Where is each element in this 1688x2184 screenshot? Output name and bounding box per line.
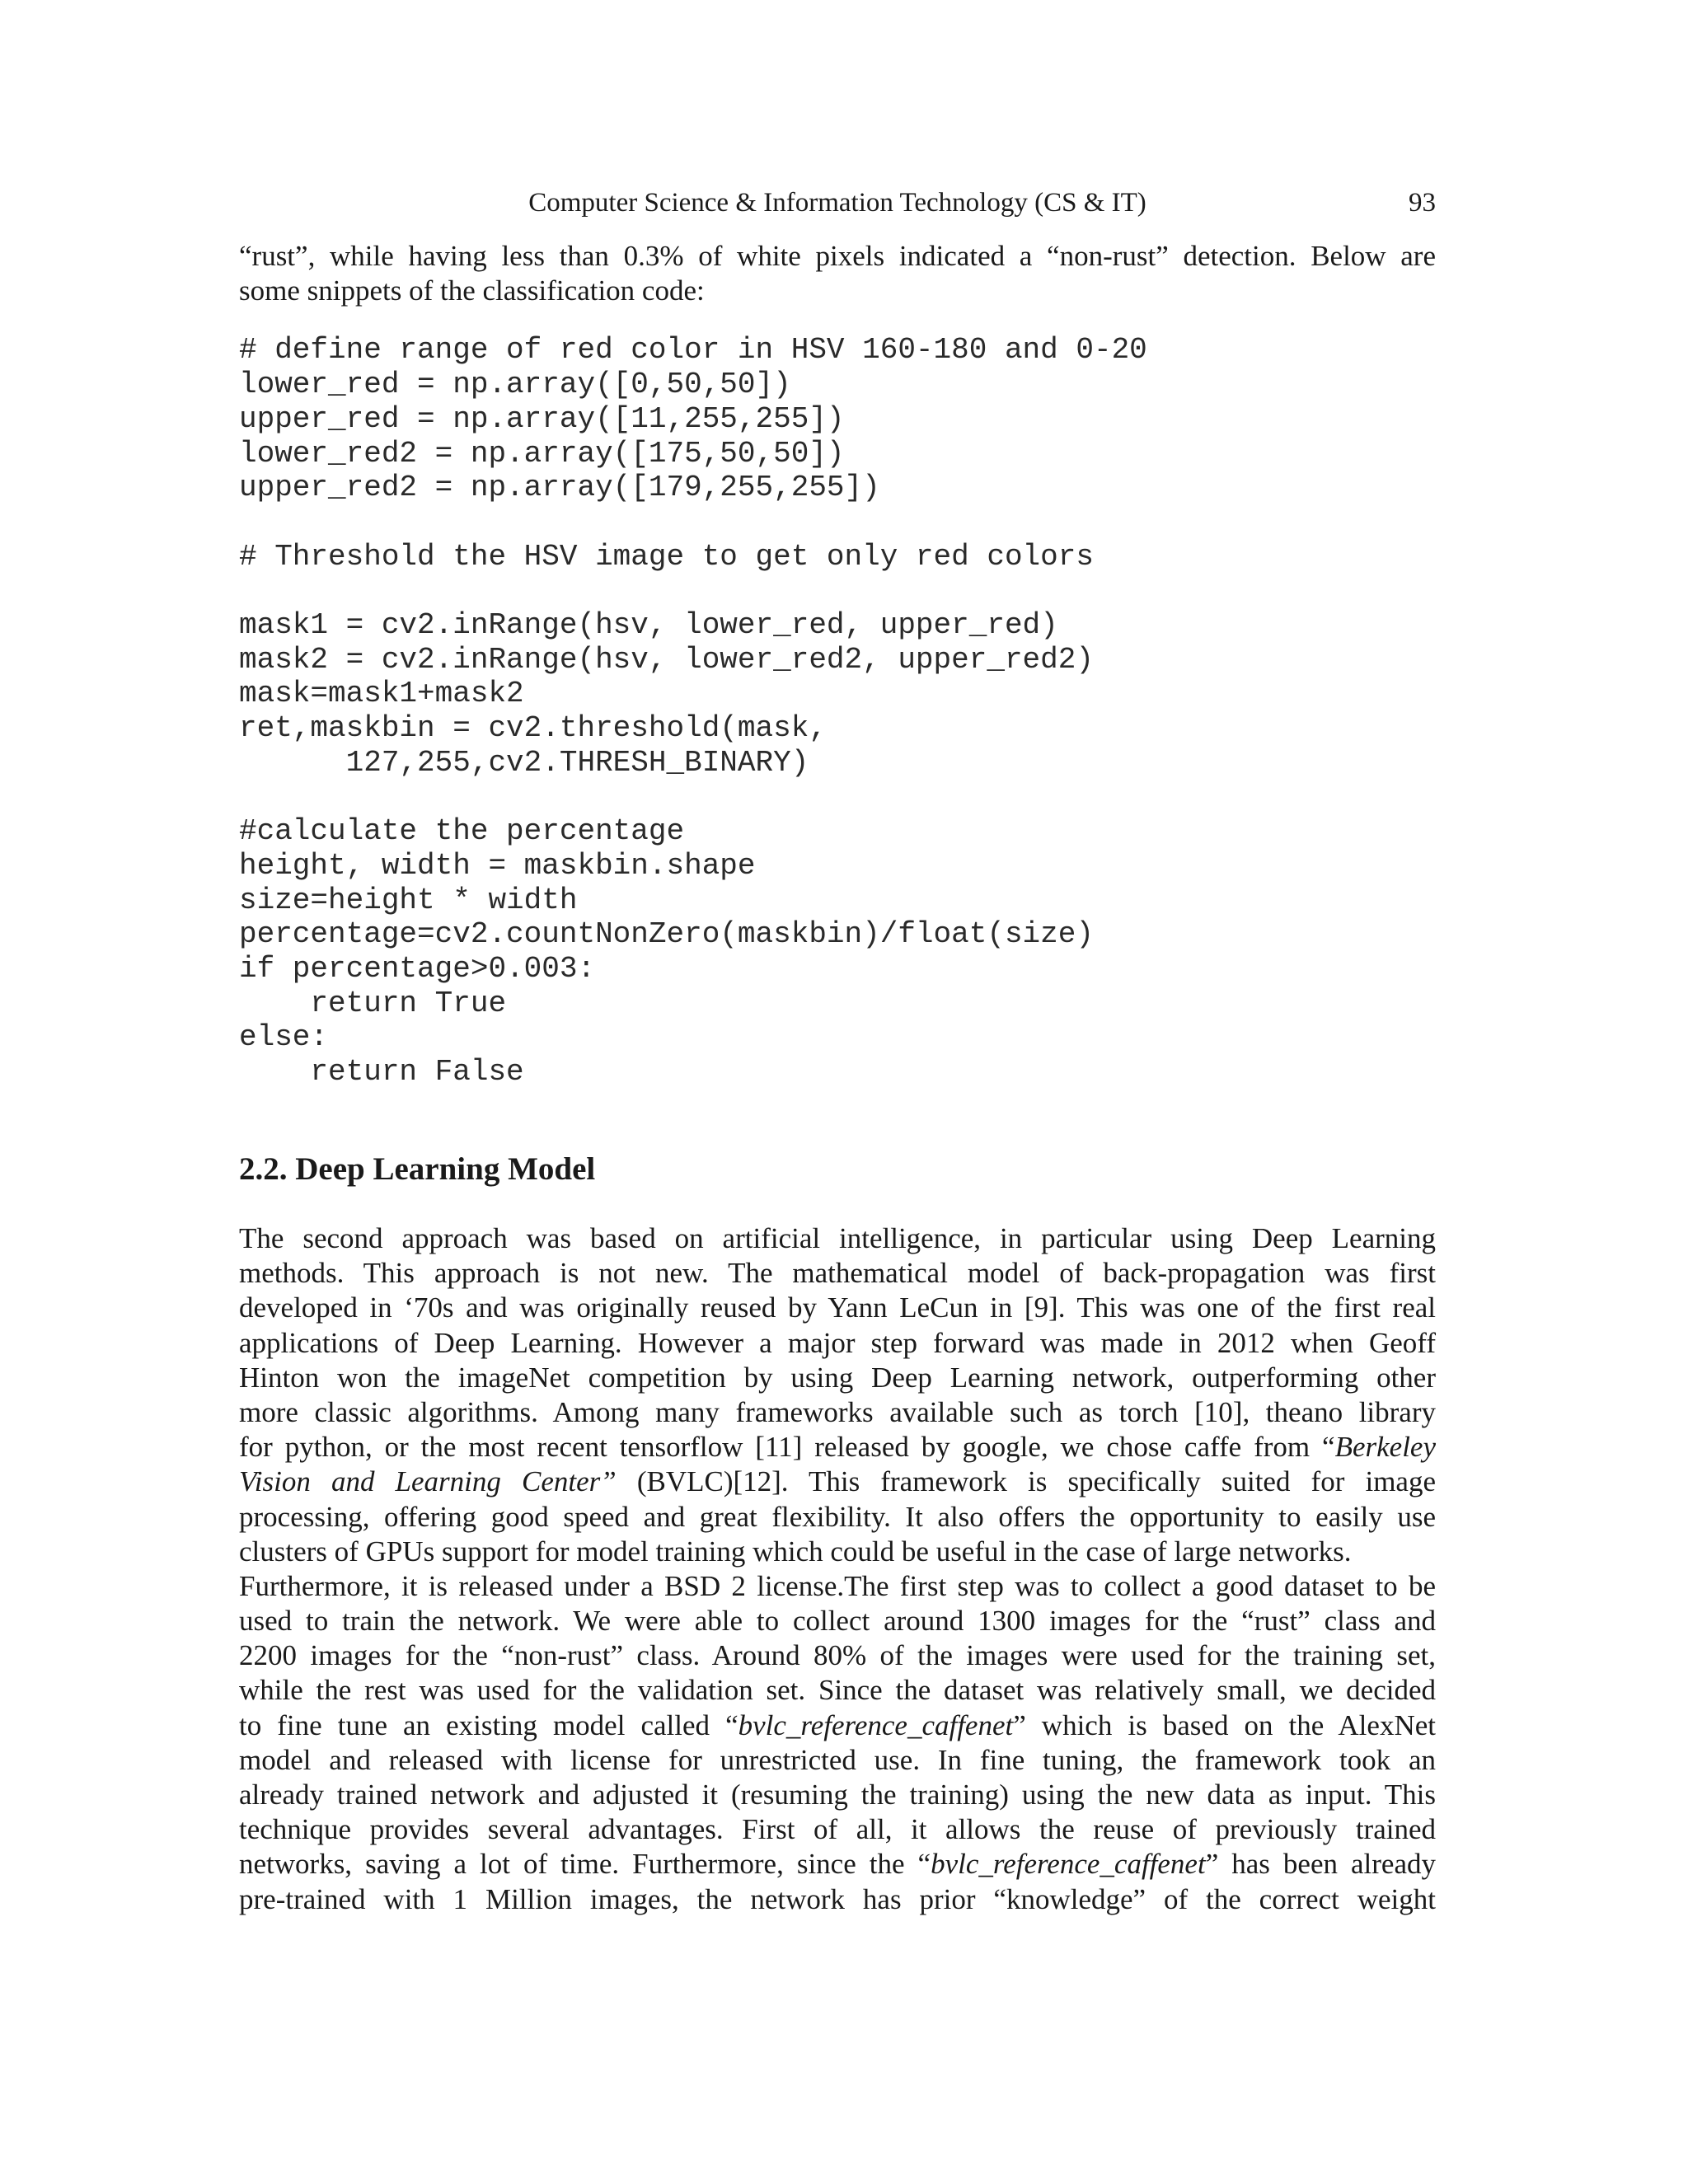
code-line: else:: [239, 1020, 329, 1055]
code-line: mask=mask1+mask2: [239, 677, 524, 711]
text-line: [239, 1465, 1436, 1499]
code-line: height, width = maskbin.shape: [239, 848, 756, 883]
code-line: 127,255,cv2.THRESH_BINARY): [239, 745, 809, 780]
code-line: mask1 = cv2.inRange(hsv, lower_red, upper_red): [239, 608, 1058, 642]
italic-text: Berkeley: [1334, 1431, 1436, 1464]
code-line-blank: [239, 574, 1436, 608]
code-line: mask2 = cv2.inRange(hsv, lower_red2, upper_red2): [239, 642, 1094, 677]
text-segment: ” has been already: [1205, 1848, 1436, 1881]
text-line: Furthermore, it is released under a BSD 2 license.The first step was to collect a good dataset to be: [239, 1569, 1436, 1602]
running-title: Computer Science & Information Technology (CS & IT): [528, 188, 1146, 218]
code-line: size=height * width: [239, 883, 578, 917]
italic-text: bvlc_reference_caffenet: [931, 1848, 1206, 1881]
intro-paragraph: [239, 239, 1436, 308]
italic-text: bvlc_reference_caffenet: [738, 1708, 1014, 1741]
code-line: upper_red2 = np.array([179,255,255]): [239, 471, 880, 505]
code-line-blank: [239, 780, 1436, 815]
text-segment: ” which is based on the AlexNet: [1013, 1708, 1436, 1741]
code-line: return False: [239, 1055, 524, 1090]
text-segment: to fine tune an existing model called “: [239, 1708, 738, 1741]
text-line: some snippets of the classification code:: [239, 274, 705, 307]
text-line: developed in ‘70s and was originally reused by Yann LeCun in [9]. This was one of the first real: [239, 1291, 1436, 1324]
text-line: clusters of GPUs support for model training which could be useful in the case of large networks.: [239, 1535, 1352, 1568]
code-line: percentage=cv2.countNonZero(maskbin)/float(size): [239, 917, 1094, 952]
code-line: # Threshold the HSV image to get only red colors: [239, 539, 1094, 574]
code-line: #calculate the percentage: [239, 814, 685, 849]
text-line: technique provides several advantages. First of all, it allows the reuse of previously trained: [239, 1813, 1436, 1846]
text-line: applications of Deep Learning. However a major step forward was made in 2012 when Geoff: [239, 1326, 1436, 1359]
code-line: ret,maskbin = cv2.threshold(mask,: [239, 711, 827, 746]
code-line: if percentage>0.003:: [239, 952, 596, 987]
text-line: processing, offering good speed and great flexibility. It also offers the opportunity to easily use: [239, 1500, 1436, 1533]
text-segment: (BVLC)[12]. This framework is specifically suited for image: [616, 1465, 1436, 1498]
code-line: lower_red = np.array([0,50,50]): [239, 368, 791, 402]
text-segment: networks, saving a lot of time. Furthermore, since the “: [239, 1848, 931, 1881]
text-line: used to train the network. We were able to collect around 1300 images for the “rust” class and: [239, 1605, 1436, 1638]
text-line: already trained network and adjusted it (resuming the training) using the new data as input. This: [239, 1779, 1436, 1811]
text-line: “rust”, while having less than 0.3% of white pixels indicated a “non-rust” detection. Below are: [239, 240, 1436, 272]
text-line: methods. This approach is not new. The mathematical model of back-propagation was first: [239, 1257, 1436, 1290]
running-header: [239, 183, 1436, 223]
code-line: upper_red = np.array([11,255,255]): [239, 401, 845, 436]
italic-text: Vision and Learning Center”: [239, 1465, 617, 1498]
page-number: 93: [1409, 188, 1436, 218]
text-line: The second approach was based on artificial intelligence, in particular using Deep Learning: [239, 1222, 1436, 1254]
code-line: return True: [239, 986, 507, 1020]
text-line: more classic algorithms. Among many frameworks available such as torch [10], theano library: [239, 1395, 1436, 1428]
code-snippet: [239, 333, 1436, 1089]
text-line: [239, 1708, 1436, 1743]
content-area: [239, 239, 1436, 1090]
text-line: Hinton won the imageNet competition by using Deep Learning network, outperforming other: [239, 1361, 1436, 1394]
code-line-blank: [239, 505, 1436, 540]
code-line: lower_red2 = np.array([175,50,50]): [239, 436, 845, 471]
body-paragraph: [239, 1221, 1436, 1917]
text-line: 2200 images for the “non-rust” class. Around 80% of the images were used for the training set,: [239, 1639, 1436, 1672]
text-line: [239, 1847, 1436, 1882]
text-line: [239, 1430, 1436, 1465]
text-line: pre-trained with 1 Million images, the network has prior “knowledge” of the correct weight: [239, 1882, 1436, 1915]
code-line: # define range of red color in HSV 160-180 and 0-20: [239, 333, 1147, 368]
text-line: while the rest was used for the validation set. Since the dataset was relatively small, we decided: [239, 1674, 1436, 1707]
text-line: model and released with license for unrestricted use. In fine tuning, the framework took an: [239, 1743, 1436, 1776]
text-segment: for python, or the most recent tensorflow [11] released by google, we chose caffe from “: [239, 1431, 1335, 1464]
section-heading: 2.2. Deep Learning Model: [239, 1151, 596, 1187]
